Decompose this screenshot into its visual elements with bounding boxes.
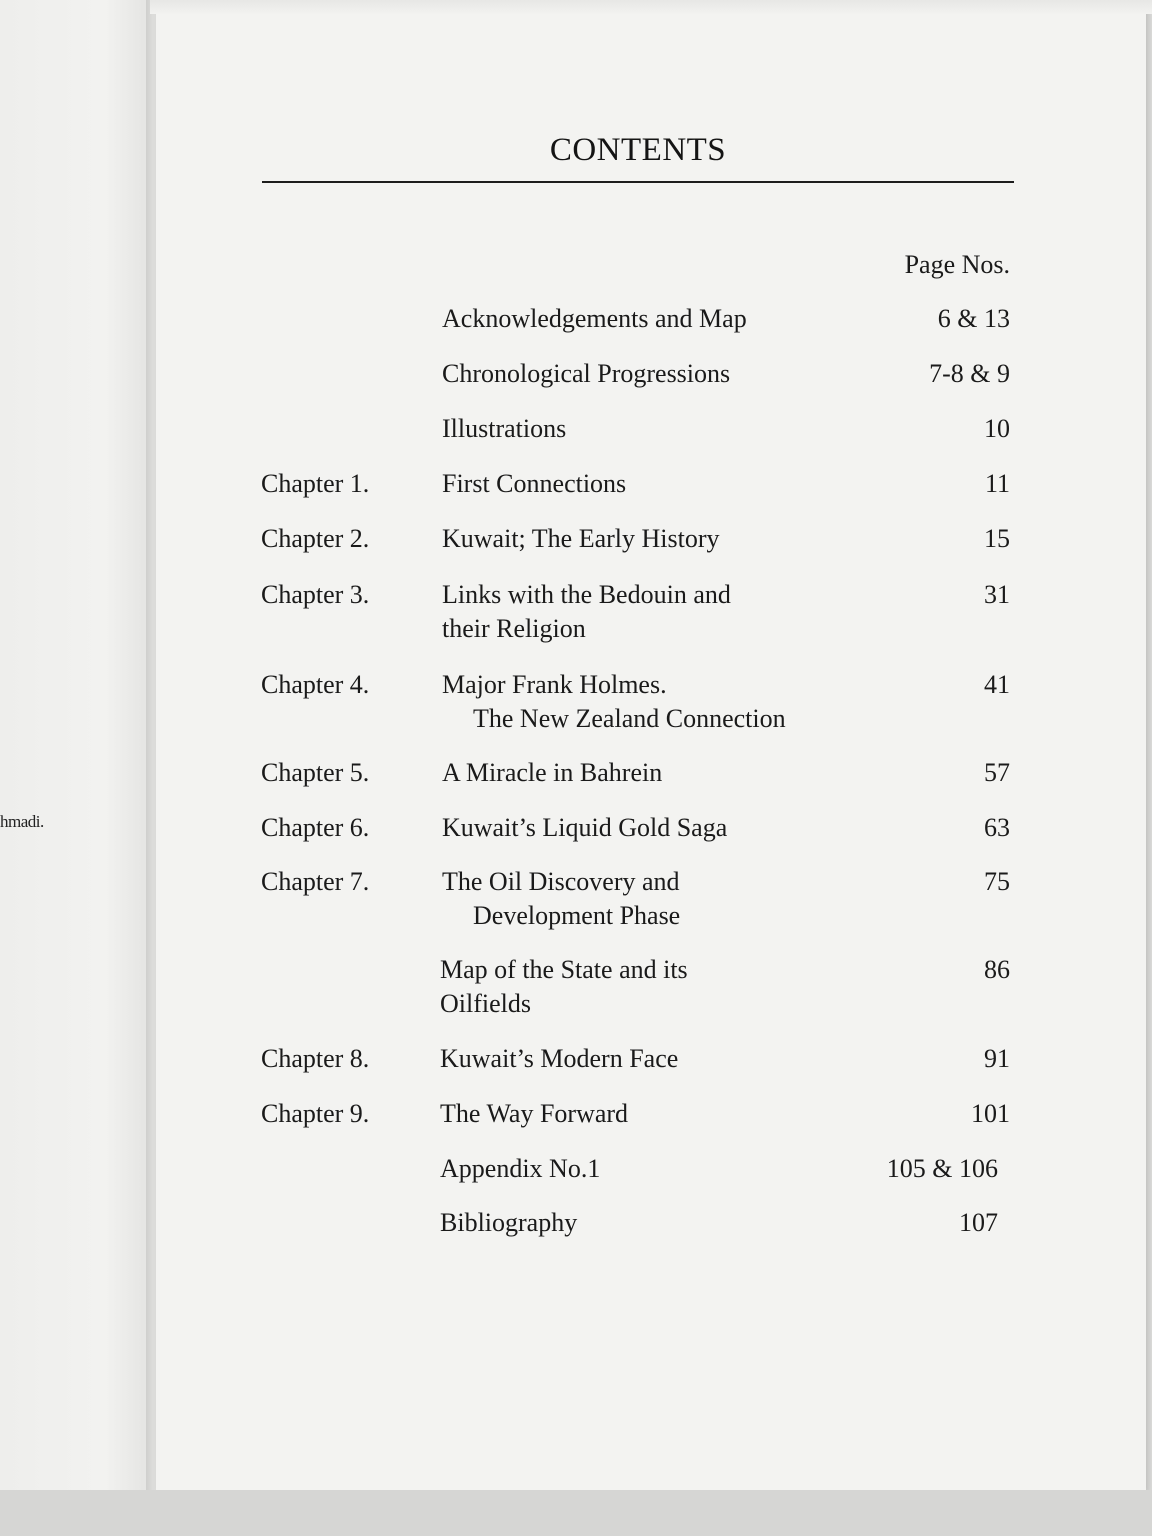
toc-chapter-label: Chapter 3. <box>261 580 370 609</box>
toc-entry-title: First Connections <box>442 469 627 498</box>
toc-page-number: 101 <box>971 1099 1010 1128</box>
toc-entry-title-line2: The New Zealand Connection <box>473 704 786 733</box>
page-top-edge <box>150 0 1152 14</box>
toc-entry-title: Kuwait’s Modern Face <box>440 1044 679 1073</box>
toc-entry-title-line2: their Religion <box>442 614 586 643</box>
toc-chapter-label: Chapter 6. <box>261 813 370 842</box>
toc-entry-title-line2: Development Phase <box>473 901 681 930</box>
toc-page-number: 75 <box>984 867 1010 896</box>
facing-page-left <box>0 0 150 1536</box>
toc-entry-title: The Way Forward <box>440 1099 629 1128</box>
toc-page-number: 7-8 & 9 <box>929 359 1010 388</box>
toc-chapter-label: Chapter 4. <box>261 670 370 699</box>
toc-entry-title <box>442 865 680 933</box>
toc-entry-title-line1: Map of the State and its <box>440 955 688 984</box>
toc-chapter-label: Chapter 7. <box>261 867 370 896</box>
toc-page-number: 15 <box>984 524 1010 553</box>
facing-page-text-fragment: hmadi. <box>0 812 44 831</box>
toc-entry-title: Chronological Progressions <box>442 359 731 388</box>
toc-chapter-label: Chapter 5. <box>261 758 370 787</box>
page-title: CONTENTS <box>549 132 727 168</box>
toc-page-number: 57 <box>984 758 1010 787</box>
toc-page-number: 86 <box>984 955 1010 984</box>
page-bottom-shadow <box>0 1490 1152 1536</box>
toc-page-number: 107 <box>959 1208 998 1237</box>
toc-chapter-label: Chapter 2. <box>261 524 370 553</box>
toc-chapter-label: Chapter 8. <box>261 1044 370 1073</box>
toc-entry-title: Bibliography <box>440 1208 578 1237</box>
toc-entry-title <box>442 668 786 736</box>
toc-page-number: 63 <box>984 813 1010 842</box>
toc-entry-title: Acknowledgements and Map <box>442 304 747 333</box>
toc-entry-title: Kuwait; The Early History <box>442 524 720 553</box>
toc-chapter-label: Chapter 1. <box>261 469 370 498</box>
toc-page-number: 91 <box>984 1044 1010 1073</box>
toc-entry-title <box>442 578 731 646</box>
toc-entry-title: Kuwait’s Liquid Gold Saga <box>442 813 728 842</box>
toc-entry-title-line1: Major Frank Holmes. <box>442 670 667 699</box>
toc-entry-title <box>440 953 688 1021</box>
toc-entry-title: A Miracle in Bahrein <box>442 758 663 787</box>
toc-entry-title: Appendix No.1 <box>440 1154 601 1183</box>
toc-entry-title-line1: The Oil Discovery and <box>442 867 680 896</box>
title-rule <box>262 181 1014 183</box>
toc-page-number: 6 & 13 <box>937 304 1010 333</box>
toc-page-number: 11 <box>984 469 1010 498</box>
toc-entry-title-line1: Links with the Bedouin and <box>442 580 731 609</box>
toc-entry-title-line2: Oilfields <box>440 989 531 1018</box>
page-numbers-column-label: Page Nos. <box>904 250 1010 279</box>
toc-page-number: 105 & 106 <box>886 1154 998 1183</box>
toc-page-number: 41 <box>984 670 1010 699</box>
toc-page-number: 31 <box>984 580 1010 609</box>
contents-page <box>156 0 1146 1490</box>
toc-page-number: 10 <box>984 414 1010 443</box>
toc-chapter-label: Chapter 9. <box>261 1099 370 1128</box>
toc-entry-title: Illustrations <box>442 414 567 443</box>
